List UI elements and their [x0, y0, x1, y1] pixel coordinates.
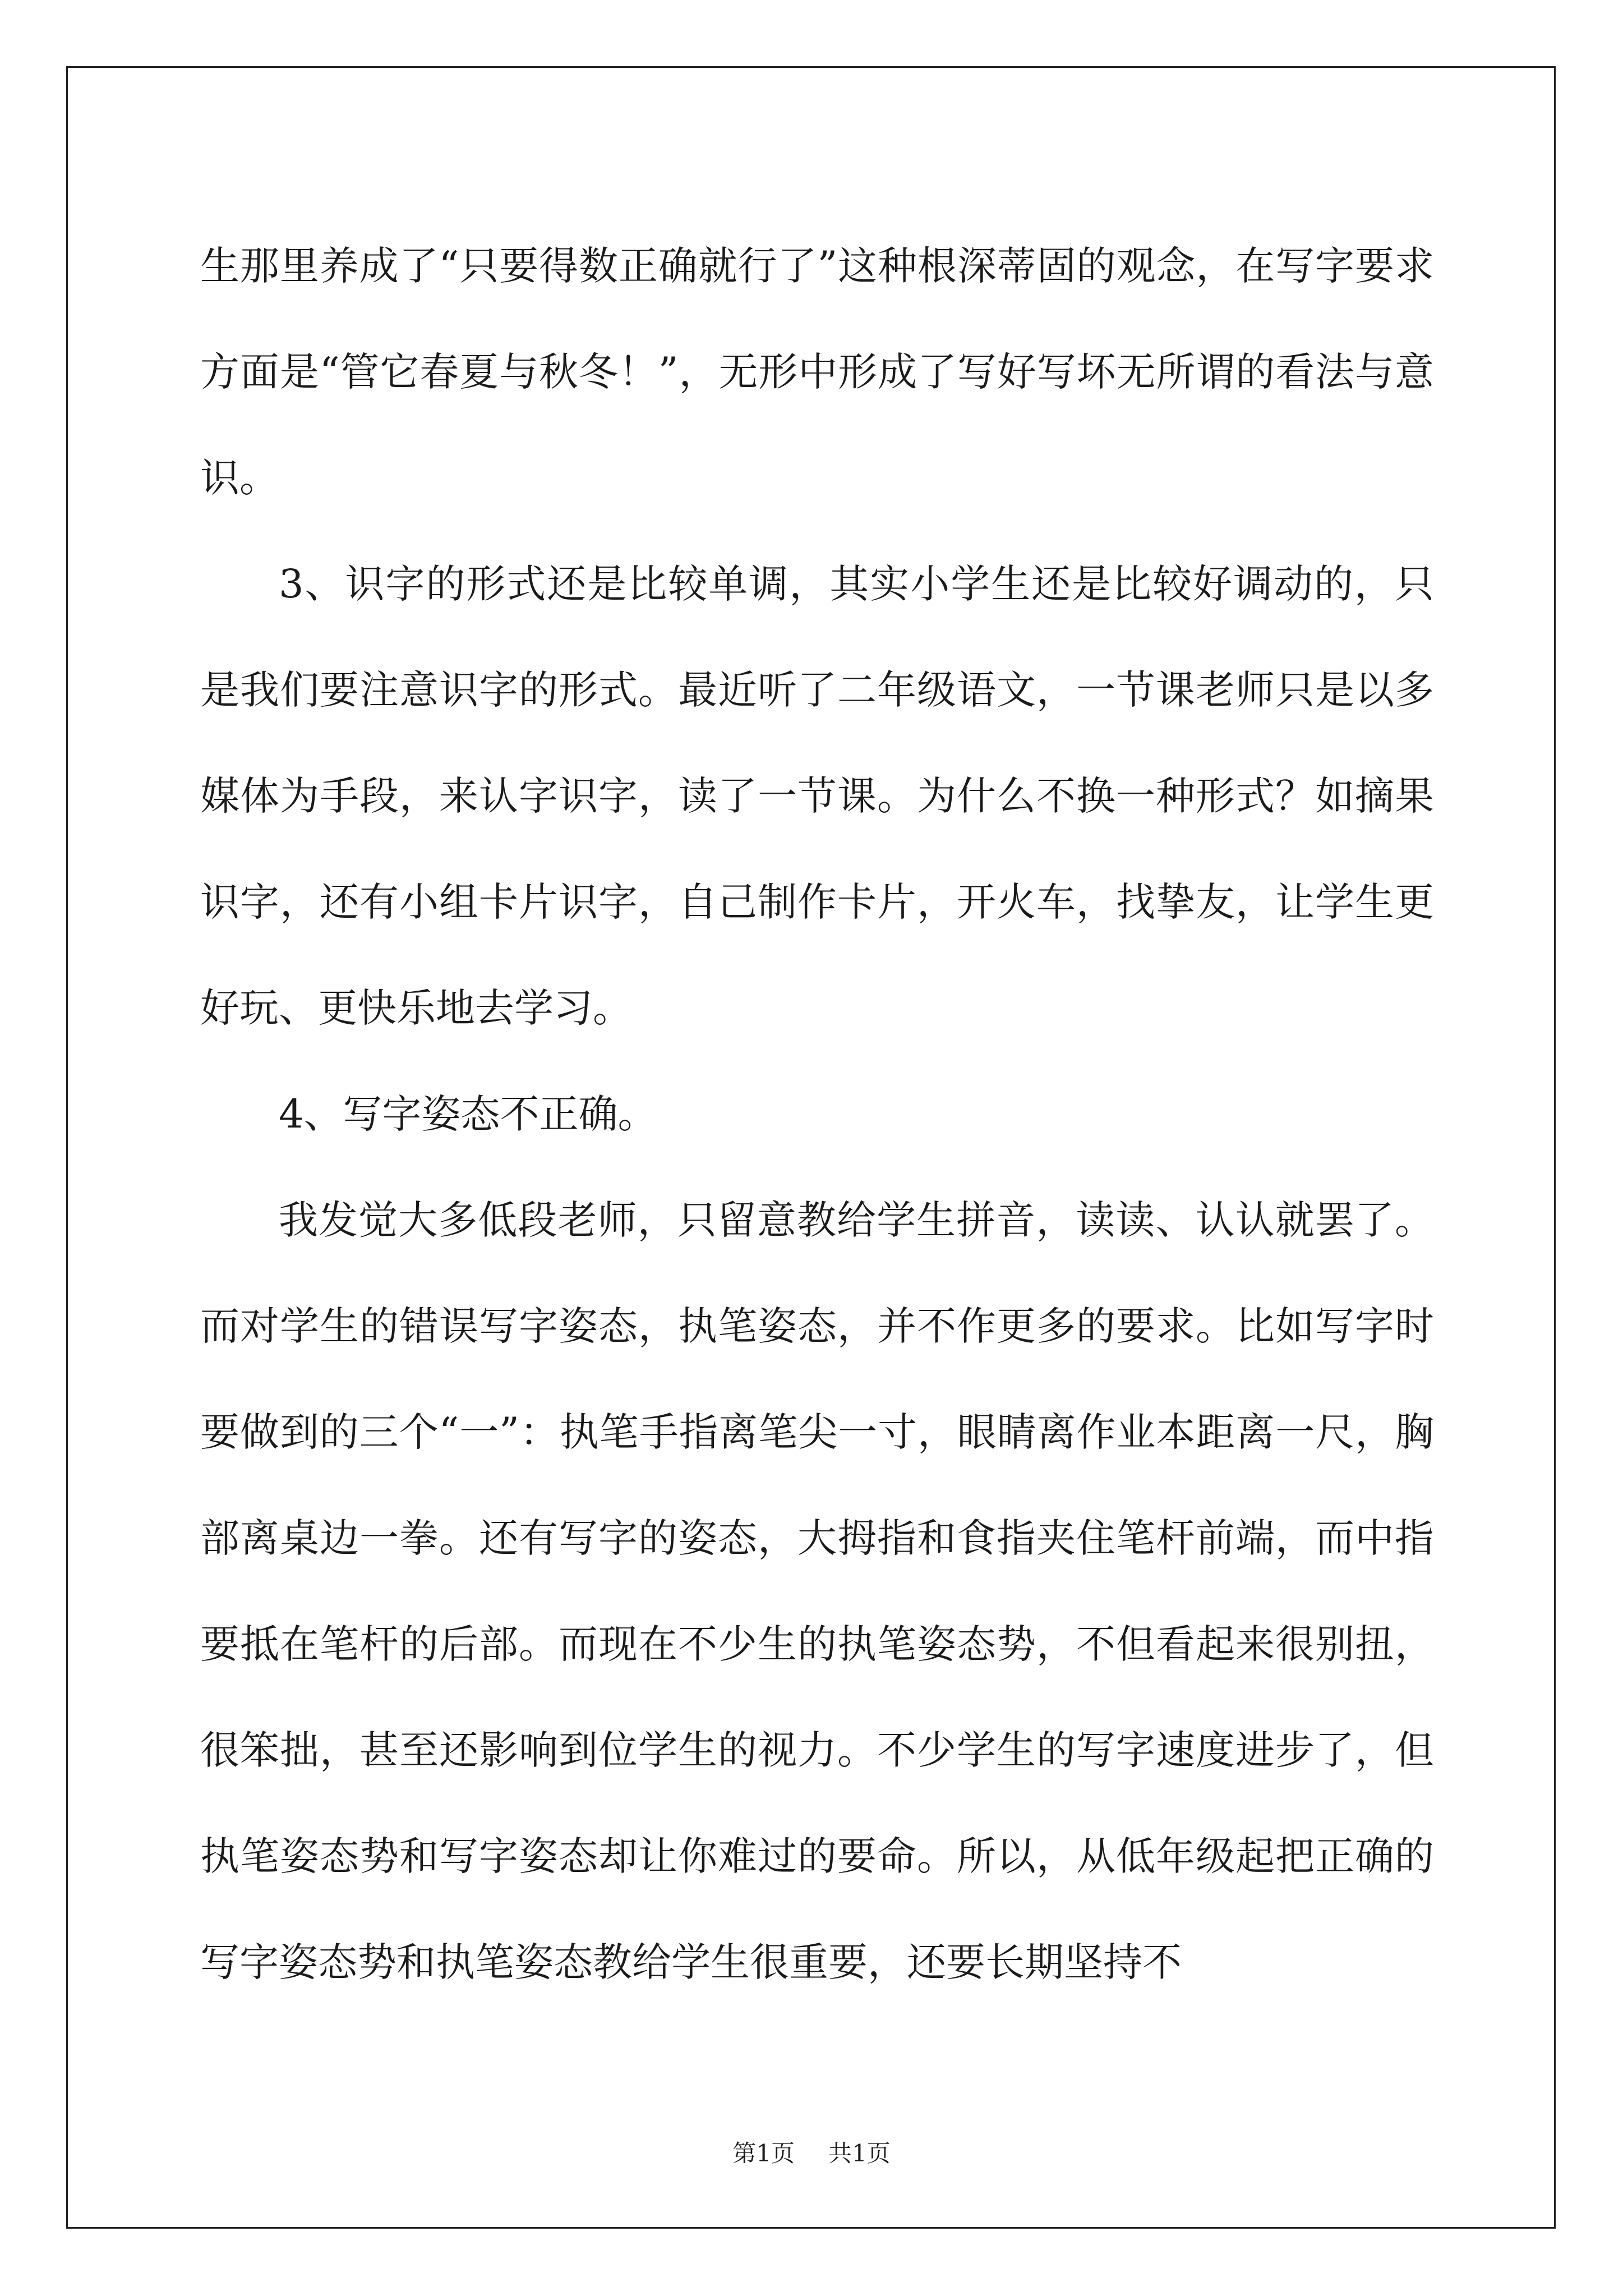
paragraph-2: 3、识字的形式还是比较单调，其实小学生还是比较好调动的，只是我们要注意识字的形式。最近听了二年级语文，一节课老师只是以多媒体为手段，来认字识字，读了一节课。为什么不换一种形式？如摘果识字，还有小组卡片识字，自己制作卡片，开火车，找挚友，让学生更好玩、更快乐地去学习。 [200, 561, 1434, 1031]
paragraph-1: 生那里养成了“只要得数正确就行了”这种根深蒂固的观念，在写字要求方面是“管它春夏与秋冬！”，无形中形成了写好写坏无所谓的看法与意识。 [200, 243, 1434, 501]
page-number-current: 第1页 [732, 2139, 795, 2167]
page-number-total: 共1页 [828, 2139, 891, 2167]
paragraph-3: 4、写字姿态不正确。 [279, 1091, 657, 1137]
paragraph-4: 我发觉大多低段老师，只留意教给学生拼音，读读、认认就罢了。而对学生的错误写字姿态，执笔姿态，并不作更多的要求。比如写字时要做到的三个“一”：执笔手指离笔尖一寸，眼睛离作业本距离一尺，胸部离桌边一拳。还有写字的姿态，大拇指和食指夹住笔杆前端，而中指要抵在笔杆的后部。而现在不少生的执笔姿态势，不但看起来很别扭，很笨拙，甚至还影响到位学生的视力。不少学生的写字速度进步了，但执笔姿态势和写字姿态却让你难过的要命。所以，从低年级起把正确的写字姿态势和执笔姿态教给学生很重要，还要长期坚持不 [200, 1197, 1434, 1985]
page-footer [0, 2135, 1623, 2169]
document-body [200, 213, 1434, 2016]
